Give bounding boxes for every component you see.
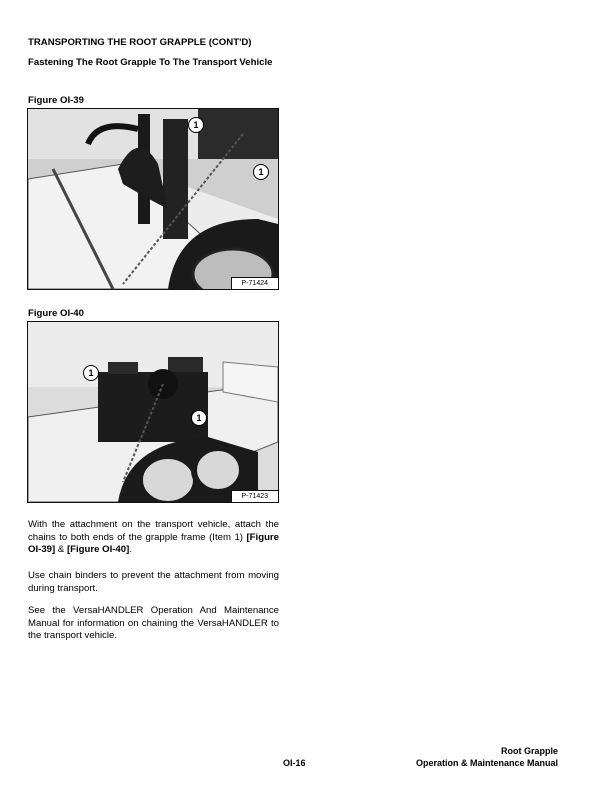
section-title: TRANSPORTING THE ROOT GRAPPLE (CONT'D) xyxy=(28,37,252,48)
footer-manual-title xyxy=(416,745,558,769)
paragraph-attach-chains xyxy=(28,519,279,557)
photo-id: P-71424 xyxy=(231,277,278,289)
figure-reference-oi-40: [Figure OI-40] xyxy=(66,544,130,556)
figure-label-oi-40: Figure OI-40 xyxy=(28,308,84,319)
callout-item-1: 1 xyxy=(83,365,99,381)
grapple-on-trailer-image xyxy=(28,109,278,289)
figure-oi-40-photo xyxy=(27,321,279,503)
photo-id: P-71423 xyxy=(231,490,278,502)
callout-item-1: 1 xyxy=(188,117,204,133)
paragraph-chain-binders: Use chain binders to prevent the attachment from moving during transport. xyxy=(28,570,279,594)
callout-item-1: 1 xyxy=(253,164,269,180)
figure-oi-39-photo xyxy=(27,108,279,290)
paragraph-versahandler-reference: See the VersaHANDLER Operation And Maintenance Manual for information on chaining the VersaHANDLER to the transport vehicle. xyxy=(28,605,279,642)
grapple-on-trailer-image xyxy=(28,322,278,502)
ampersand: & xyxy=(55,544,67,556)
callout-item-1: 1 xyxy=(191,410,207,426)
page-number: OI-16 xyxy=(283,758,306,768)
subsection-title: Fastening The Root Grapple To The Transport Vehicle xyxy=(28,57,273,68)
period: . xyxy=(129,544,132,556)
paragraph-text: With the attachment on the transport vehicle, attach the chains to both ends of the grapple frame (Item 1) xyxy=(28,519,279,543)
footer-manual: Operation & Maintenance Manual xyxy=(415,758,558,768)
figure-label-oi-39: Figure OI-39 xyxy=(28,95,84,106)
figure-reference-oi-39: [Figure OI-39] xyxy=(28,531,279,556)
footer-product: Root Grapple xyxy=(500,746,558,756)
